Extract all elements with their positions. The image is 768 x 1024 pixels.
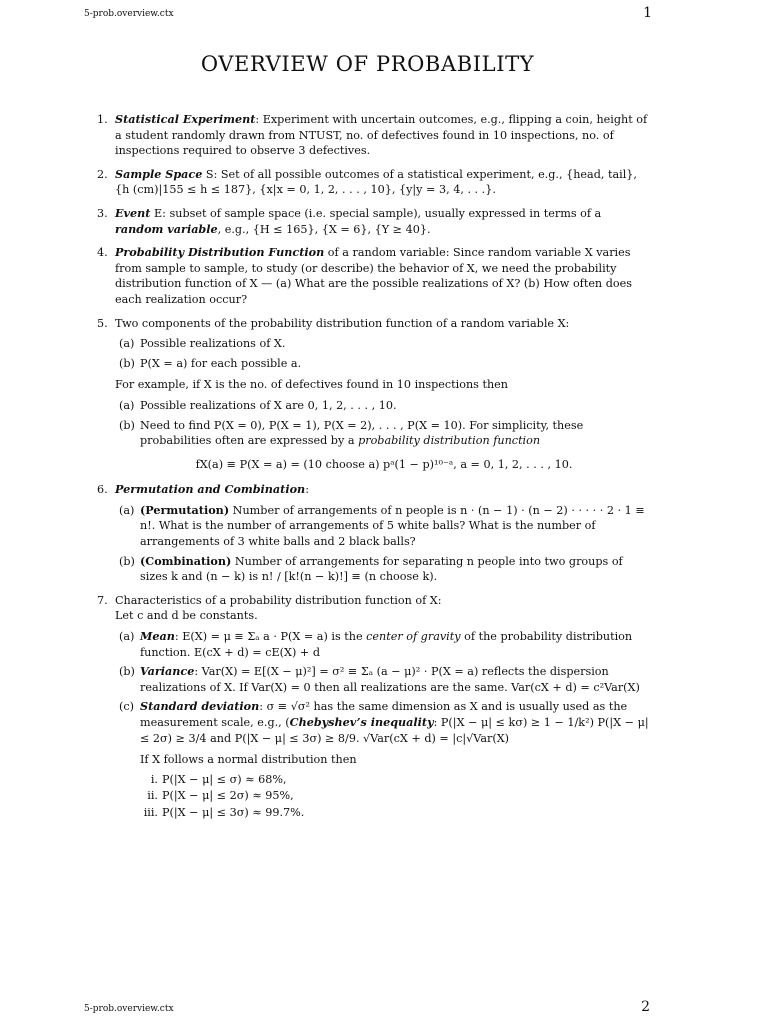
- term-sample-space: Sample Space: [115, 166, 203, 181]
- italic-phrase: probability distribution function: [358, 434, 541, 448]
- list-item-probability-distribution-function: [97, 245, 653, 307]
- item-text: :: [305, 483, 309, 497]
- sublist-item: [115, 418, 653, 449]
- sub-text: : P(|X − μ| ≤ kσ) ≥ 1 − 1/k²) P(|X − μ| ≤ 2σ) ≥ 3/4 and P(|X − μ| ≤ 3σ) ≥ 8/9. √Var(cX + d) = |c|√Var(X): [140, 716, 649, 745]
- sublist: [115, 503, 653, 585]
- sub-label: (a): [119, 398, 135, 412]
- sublist: [115, 398, 653, 449]
- item-number: 6.: [97, 483, 108, 497]
- term-permutation-combination: Permutation and Combination: [115, 482, 306, 497]
- item-text: Let c and d be constants.: [115, 609, 258, 623]
- sublist-item: [115, 336, 653, 352]
- binomial-equation: fX(a) ≡ P(X = a) = (10 choose a) pᵃ(1 − p)¹⁰⁻ᵃ, a = 0, 1, 2, . . . , 10.: [195, 457, 573, 471]
- term-combination: (Combination): [140, 553, 232, 568]
- sub-text: : σ ≡ √σ² has the same dimension as X and is usually used as the measurement scale, e.g., (: [140, 700, 628, 729]
- item-text: , e.g., {H ≤ 165}, {X = 6}, {Y ≥ 40}.: [217, 222, 431, 236]
- normal-text: P(|X − μ| ≤ 2σ) ≈ 95%,: [162, 789, 294, 803]
- item-number: 4.: [97, 246, 108, 260]
- sub-text: Number of arrangements of n people is n · (n − 1) · (n − 2) · · · · · 2 · 1 ≡ n!. What is the number of arrangements of 5 white balls? What is the number of arrangements of 3 white balls and 2 black balls?: [140, 503, 645, 549]
- sub-text: Possible realizations of X are 0, 1, 2, . . . , 10.: [140, 398, 397, 412]
- sub-text: P(X = a) for each possible a.: [140, 356, 302, 370]
- normal-text: P(|X − μ| ≤ σ) ≈ 68%,: [162, 772, 287, 786]
- normal-text: P(|X − μ| ≤ 3σ) ≈ 99.7%.: [162, 805, 305, 819]
- roman-label: ii.: [147, 789, 158, 803]
- normal-list-item: [140, 788, 653, 804]
- item-text: Characteristics of a probability distribution function of X:: [115, 593, 442, 607]
- sub-label: (c): [119, 700, 134, 714]
- item-number: 7.: [97, 593, 108, 607]
- sublist-item: [115, 554, 653, 585]
- normal-list: [140, 772, 653, 821]
- sub-text: : E(X) = μ ≡ Σₐ a · P(X = a) is the: [174, 630, 367, 644]
- normal-intro: If X follows a normal distribution then: [140, 753, 357, 767]
- sublist-item: [115, 356, 653, 372]
- italic-phrase: center of gravity: [366, 630, 461, 644]
- roman-label: i.: [150, 772, 158, 786]
- sublist: [115, 336, 653, 371]
- item-text: E: subset of sample space (i.e. special sample), usually expressed in terms of a: [150, 206, 602, 220]
- sublist-item: [115, 503, 653, 550]
- term-variance: Variance: [140, 664, 195, 679]
- sub-label: (a): [119, 630, 135, 644]
- page-title: OVERVIEW OF PROBABILITY: [200, 52, 535, 76]
- document-body: [97, 112, 653, 829]
- item-number: 3.: [97, 206, 108, 220]
- page-number-top: 1: [643, 5, 652, 21]
- term-standard-deviation: Standard deviation: [140, 699, 260, 714]
- normal-list-item: [140, 805, 653, 821]
- sublist-item: [115, 664, 653, 695]
- sub-label: (a): [119, 503, 135, 517]
- term-random-variable: random variable: [115, 221, 218, 236]
- sub-label: (b): [119, 554, 135, 568]
- list-item-statistical-experiment: [97, 112, 653, 159]
- term-permutation: (Permutation): [140, 502, 230, 517]
- sub-label: (b): [119, 418, 135, 432]
- term-probability-distribution-function: Probability Distribution Function: [115, 245, 325, 260]
- sub-text: of the probability distribution function. E(cX + d) = cE(X) + d: [140, 630, 633, 659]
- term-mean: Mean: [140, 629, 175, 644]
- list-item-characteristics: [97, 593, 653, 821]
- page-number-bottom: 2: [641, 999, 650, 1015]
- item-text: S: Set of all possible outcomes of a statistical experiment, e.g., {head, tail}, {h (cm)|155 ≤ h ≤ 187}, {x|x = 0, 1, 2, . . . , 10}, {y|y = 3, 4, . . .}.: [115, 167, 637, 197]
- normal-list-item: [140, 772, 653, 788]
- sub-text: Number of arrangements for separating n people into two groups of sizes k and (n − k) is n! / [k!(n − k)!] ≡ (n choose k).: [140, 554, 623, 584]
- list-item-sample-space: [97, 167, 653, 198]
- term-event: Event: [115, 205, 151, 220]
- sub-label: (b): [119, 665, 135, 679]
- topic-list: [97, 112, 653, 821]
- sublist: [115, 629, 653, 821]
- term-statistical-experiment: Statistical Experiment: [115, 112, 256, 126]
- roman-label: iii.: [143, 805, 158, 819]
- list-item-permutation-combination: [97, 482, 653, 585]
- sub-text: : Var(X) = E[(X − μ)²] = σ² ≡ Σₐ (a − μ)² · P(X = a) reflects the dispersion realizations of X. If Var(X) = 0 then all realizations are the same. Var(cX + d) = c²Var(X): [140, 665, 640, 694]
- sublist-item: [115, 398, 653, 414]
- list-item-event: [97, 206, 653, 237]
- sub-label: (b): [119, 356, 135, 370]
- item-text: of a random variable: Since random variable X varies from sample to sample, to study (or describe) the behavior of X, we need the probability distribution function of X — (a) What are the possible realizations of X? (b) How often does each realization occur?: [115, 246, 632, 306]
- item-number: 2.: [97, 167, 108, 181]
- header-filename: 5-prob.overview.ctx: [84, 9, 174, 19]
- example-paragraph: For example, if X is the no. of defectives found in 10 inspections then: [115, 378, 508, 392]
- sublist-item: [115, 699, 653, 820]
- sub-text: Possible realizations of X.: [140, 337, 286, 351]
- footer-filename: 5-prob.overview.ctx: [84, 1004, 174, 1014]
- sub-label: (a): [119, 337, 135, 351]
- list-item-two-components: [97, 316, 653, 473]
- sublist-item: [115, 629, 653, 660]
- sub-text: Need to find P(X = 0), P(X = 1), P(X = 2), . . . , P(X = 10). For simplicity, these probabilities often are expressed by a: [140, 418, 584, 448]
- item-number: 5.: [97, 316, 108, 330]
- item-text: : Experiment with uncertain outcomes, e.g., flipping a coin, height of a student randomly drawn from NTUST, no. of defectives found in 10 inspections, no. of inspections required to observe 3 defectives.: [115, 113, 648, 158]
- term-chebyshev: Chebyshev’s inequality: [289, 715, 434, 729]
- item-text: Two components of the probability distribution function of a random variable X:: [115, 316, 570, 330]
- item-number: 1.: [97, 113, 108, 126]
